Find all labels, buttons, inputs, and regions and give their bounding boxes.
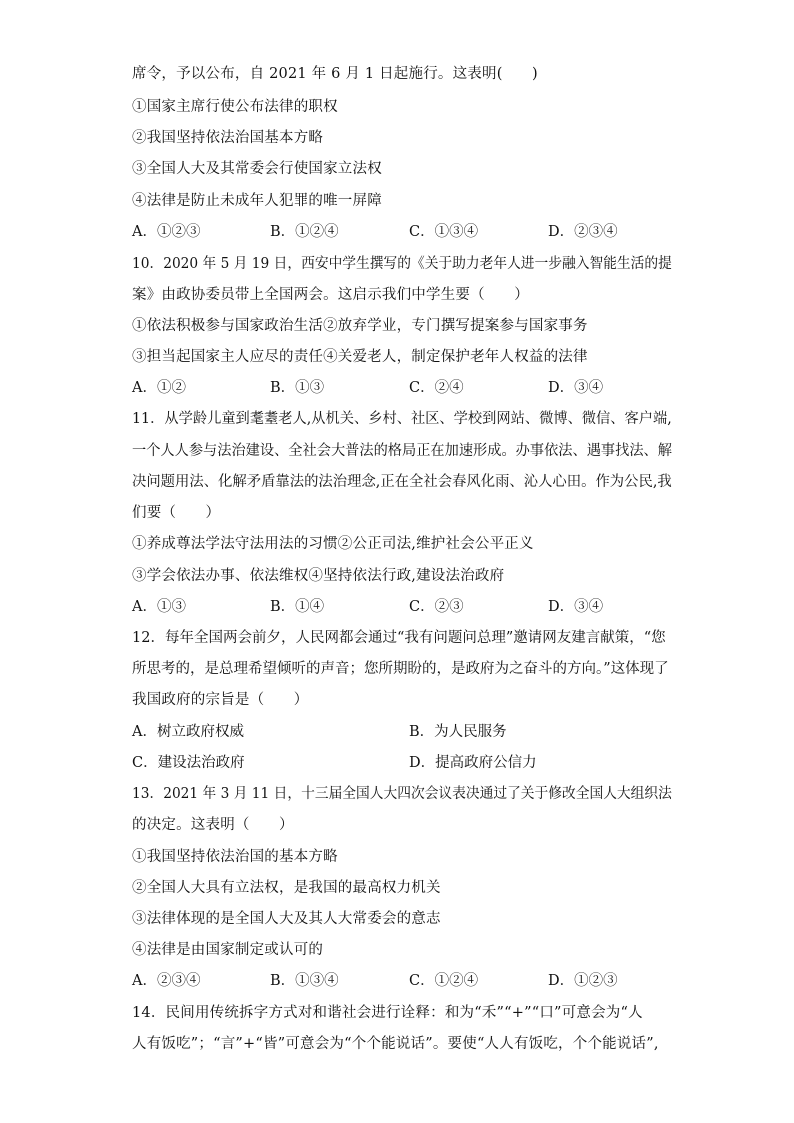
q12-stem-line-2: 所思考的，是总理希望倾听的声音；您所期盼的，是政府为之奋斗的方向。”这体现了 [132,661,669,677]
q13-option-b: B．①③④ [270,973,339,989]
q12-option-d: D．提高政府公信力 [409,755,537,771]
q14-stem-line-1: 14．民间用传统拆字方式对和谐社会进行诠释：和为“禾”“+”“口”可意会为“人 [132,1005,643,1021]
q10-option-a: A．①② [132,380,186,396]
q10-items-line-1: ①依法积极参与国家政治生活②放弃学业，专门撰写提案参与国家事务 [132,318,588,334]
q13-item-3: ③法律体现的是全国人大及其人大常委会的意志 [132,911,441,927]
q11-items-line-1: ①养成尊法学法守法用法的习惯②公正司法,维护社会公平正义 [132,536,534,552]
q9-option-b: B．①②④ [270,224,339,240]
q9-item-1: ①国家主席行使公布法律的职权 [132,99,338,115]
q13-item-1: ①我国坚持依法治国的基本方略 [132,849,338,865]
q11-stem-line-4: 们要（ ） [132,505,221,521]
q9-item-2: ②我国坚持依法治国基本方略 [132,130,324,146]
q11-items-line-2: ③学会依法办事、依法维权④坚持依法行政,建设法治政府 [132,568,505,584]
q12-option-c: C．建设法治政府 [132,755,245,771]
q13-stem-line-1: 13．2021 年 3 月 11 日，十三届全国人大四次会议表决通过了关于修改全国人大组织法 [132,786,672,802]
q9-option-c: C．①③④ [409,224,479,240]
q12-option-a: A．树立政府权威 [132,724,244,740]
q9-option-d: D．②③④ [548,224,618,240]
q12-stem-line-1: 12．每年全国两会前夕，人民网都会通过“我有问题问总理”邀请网友建言献策，“您 [132,630,666,646]
q12-stem-line-3: 我国政府的宗旨是（ ） [132,692,309,708]
q9-item-4: ④法律是防止未成年人犯罪的唯一屏障 [132,193,382,209]
q10-option-c: C．②④ [409,380,464,396]
q10-option-d: D．③④ [548,380,604,396]
q11-stem-line-3: 决问题用法、化解矛盾靠法的法治理念,正在全社会春风化雨、沁人心田。作为公民,我 [132,474,672,490]
q9-stem: 席令，予以公布，自 2021 年 6 月 1 日起施行。这表明( ) [132,66,538,82]
q13-option-d: D．①②③ [548,973,618,989]
q11-option-c: C．②③ [409,599,464,615]
q13-item-2: ②全国人大具有立法权，是我国的最高权力机关 [132,880,441,896]
q11-option-d: D．③④ [548,599,604,615]
q13-item-4: ④法律是由国家制定或认可的 [132,942,324,958]
q11-option-b: B．①④ [270,599,325,615]
q11-stem-line-2: 一个人人参与法治建设、全社会大普法的格局正在加速形成。办事依法、遇事找法、解 [132,443,672,459]
q14-stem-line-2: 人有饭吃”；“言”+“皆”可意会为“个个能说话”。要使“人人有饭吃，个个能说话”, [132,1036,659,1052]
q10-option-b: B．①③ [270,380,325,396]
q10-stem-line-2: 案》由政协委员带上全国两会。这启示我们中学生要（ ） [132,287,529,303]
q11-option-a: A．①③ [132,599,186,615]
q9-item-3: ③全国人大及其常委会行使国家立法权 [132,161,382,177]
q13-option-a: A．②③④ [132,973,201,989]
q12-option-b: B．为人民服务 [409,724,507,740]
q10-stem-line-1: 10．2020 年 5 月 19 日，西安中学生撰写的《关于助力老年人进一步融入智能生活的提 [132,256,672,272]
q10-items-line-2: ③担当起国家主人应尽的责任④关爱老人，制定保护老年人权益的法律 [132,349,588,365]
q13-stem-line-2: 的决定。这表明（ ） [132,817,294,833]
q11-stem-line-1: 11．从学龄儿童到耄耋老人,从机关、乡村、社区、学校到网站、微博、微信、客户端, [132,411,672,427]
q13-option-c: C．①②④ [409,973,479,989]
q9-option-a: A．①②③ [132,224,201,240]
